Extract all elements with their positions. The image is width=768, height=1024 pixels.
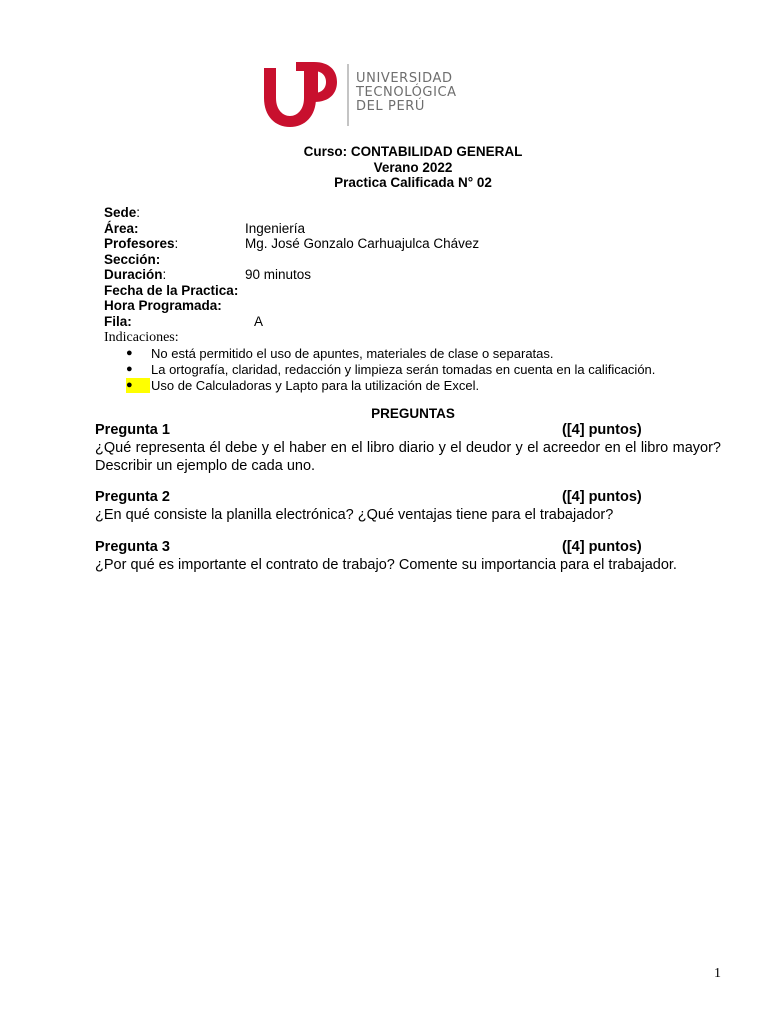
info-row-sede	[104, 205, 238, 221]
question-points: ([4] puntos)	[562, 489, 642, 505]
term-title: Verano 2022	[373, 159, 453, 175]
university-name-line-2: TECNOLÓGICA	[356, 85, 457, 100]
question-1	[95, 422, 721, 475]
profesores-colon: :	[174, 236, 179, 251]
indicacion-text: La ortografía, claridad, redacción y limpieza serán tomadas en cuenta en la calificación.	[151, 361, 656, 377]
indicaciones-title: Indicaciones:	[104, 330, 179, 345]
info-row-profesores	[104, 236, 480, 252]
duracion-value: 90 minutos	[245, 267, 312, 282]
fecha-label: Fecha de la Practica:	[104, 282, 239, 298]
fila-label: Fila:	[104, 313, 132, 329]
question-text: ¿En qué consiste la planilla electrónica? ¿Qué ventajas tiene para el trabajador?	[95, 507, 614, 523]
university-name	[356, 72, 457, 114]
question-text: ¿Qué representa él debe y el haber en el libro diario y el deudor y el acreedor en el libro mayor? Describir un ejemplo de cada uno.	[95, 440, 721, 474]
question-points: ([4] puntos)	[562, 422, 642, 438]
question-text: ¿Por qué es importante el contrato de trabajo? Comente su importancia para el trabajador.	[95, 557, 677, 573]
profesores-label: Profesores	[104, 236, 175, 251]
university-name-line-1: UNIVERSIDAD	[356, 71, 453, 86]
page-number: 1	[714, 966, 721, 981]
course-title: Curso: CONTABILIDAD GENERAL	[303, 144, 523, 159]
sede-label: Sede	[104, 205, 137, 220]
exam-info	[104, 205, 480, 329]
info-row-duracion	[104, 267, 312, 283]
hora-label: Hora Programada:	[104, 298, 222, 313]
area-value: Ingeniería	[245, 220, 306, 236]
fila-value: A	[254, 313, 264, 329]
exam-title: Practica Calificada N° 02	[334, 175, 492, 190]
profesores-value: Mg. José Gonzalo Carhuajulca Chávez	[245, 236, 480, 251]
info-row-fila	[104, 313, 264, 330]
info-row-seccion	[104, 252, 238, 268]
info-row-fecha	[104, 283, 238, 299]
question-header	[95, 539, 721, 556]
info-row-area	[104, 220, 306, 237]
question-label: Pregunta 2	[95, 489, 170, 505]
preguntas-title: PREGUNTAS	[371, 406, 455, 421]
document-header	[0, 144, 768, 191]
question-header	[95, 489, 721, 506]
bullet-icon: ●	[126, 378, 150, 394]
sede-colon: :	[136, 205, 141, 220]
bullet-icon: ●	[126, 347, 133, 359]
indicacion-text: No está permitido el uso de apuntes, materiales de clase o separatas.	[151, 346, 554, 361]
question-label: Pregunta 1	[95, 422, 170, 438]
university-name-line-3: DEL PERÚ	[356, 99, 426, 114]
question-header	[95, 422, 721, 439]
duracion-colon: :	[162, 267, 167, 282]
bullet-icon: ●	[126, 362, 133, 375]
question-3	[95, 539, 721, 574]
indicacion-text: Uso de Calculadoras y Lapto para la utilización de Excel.	[151, 377, 480, 393]
info-row-hora	[104, 298, 238, 314]
question-points: ([4] puntos)	[562, 539, 642, 555]
area-label: Área:	[104, 220, 139, 236]
duracion-label: Duración	[104, 267, 163, 282]
question-2	[95, 489, 721, 524]
utp-logo-mark	[264, 62, 337, 127]
seccion-label: Sección:	[104, 251, 161, 267]
question-label: Pregunta 3	[95, 539, 170, 555]
